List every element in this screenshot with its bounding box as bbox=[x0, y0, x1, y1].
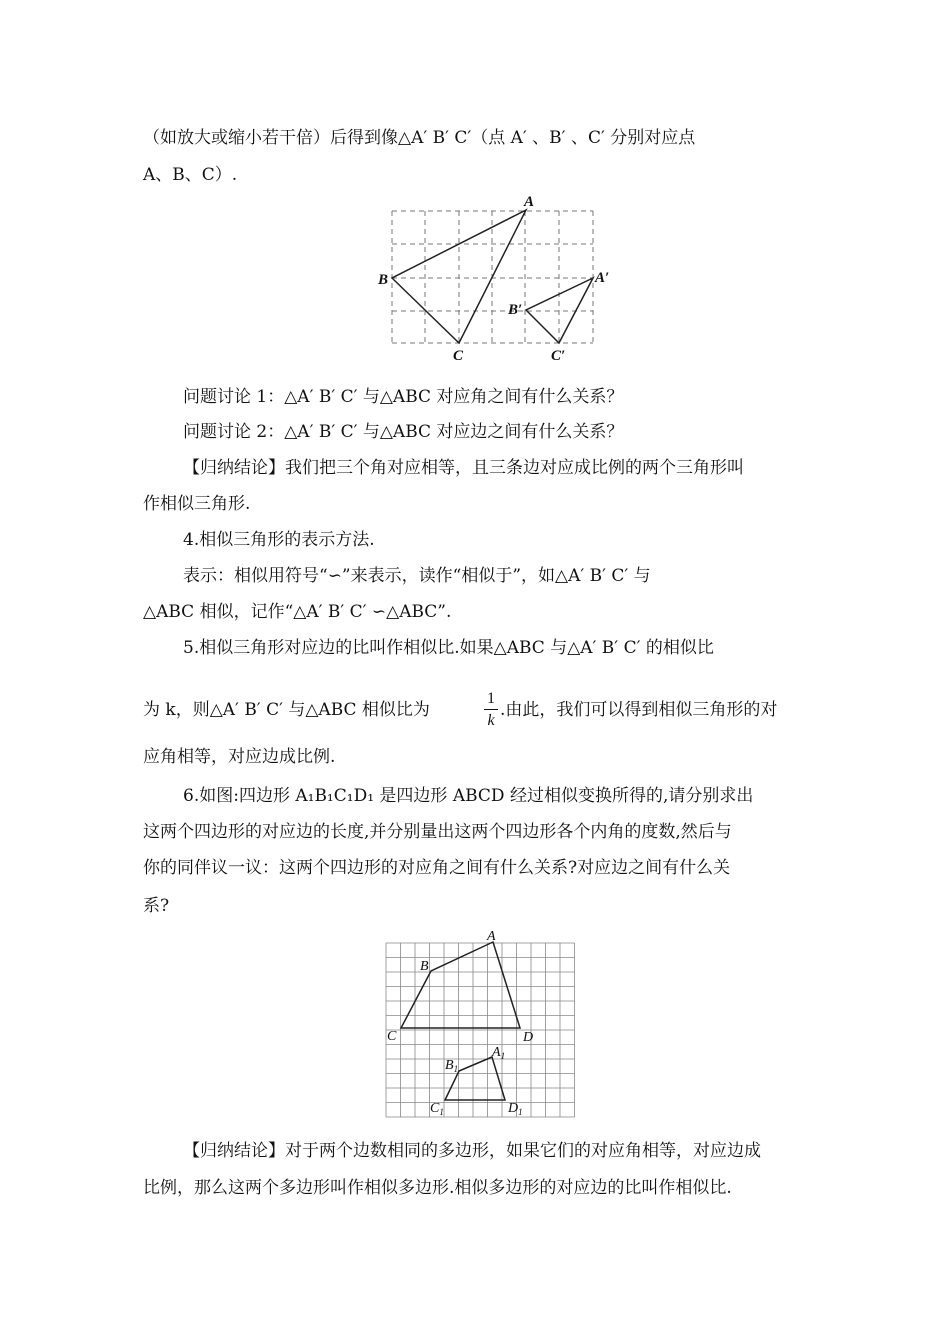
paragraph-line: 问题讨论 2：△A′ B′ C′ 与△ABC 对应边之间有什么关系？ bbox=[183, 422, 624, 442]
paragraph-line: 比例，那么这两个多边形叫作相似多边形.相似多边形的对应边的比叫作相似比. bbox=[143, 1178, 732, 1198]
label-a-prime: A′ bbox=[595, 270, 610, 286]
paragraph-line: .由此，我们可以得到相似三角形的对 bbox=[500, 700, 778, 720]
label-a: A bbox=[487, 929, 496, 944]
paragraph-line: 6.如图:四边形 A₁B₁C₁D₁ 是四边形 ABCD 经过相似变换所得的,请分别求出 bbox=[183, 786, 754, 806]
label-c: C bbox=[453, 348, 464, 364]
fraction-bar bbox=[484, 709, 498, 710]
paragraph-line: 你的同伴议一议：这两个四边形的对应角之间有什么关系?对应边之间有什么关 bbox=[143, 858, 731, 878]
paragraph-line: 【归纳结论】对于两个边数相同的多边形，如果它们的对应角相等，对应边成 bbox=[183, 1141, 761, 1161]
square-grid bbox=[386, 943, 575, 1117]
paragraph-line: 系? bbox=[143, 896, 170, 916]
paragraph-line: 问题讨论 1：△A′ B′ C′ 与△ABC 对应角之间有什么关系？ bbox=[183, 387, 624, 407]
fraction-numerator: 1 bbox=[487, 690, 495, 707]
figure-triangles bbox=[375, 194, 615, 364]
paragraph-line: A、B、C）. bbox=[143, 165, 238, 185]
label-b: B bbox=[378, 272, 389, 288]
label-b-prime: B′ bbox=[508, 302, 523, 318]
paragraph-line: 这两个四边形的对应边的长度,并分别量出这两个四边形各个内角的度数,然后与 bbox=[143, 822, 732, 842]
label-b1: $B_1$ bbox=[445, 1058, 459, 1074]
label-c: C bbox=[387, 1029, 397, 1044]
figure-quadrilaterals bbox=[380, 928, 580, 1120]
label-c1: $C_1$ bbox=[430, 1101, 444, 1117]
paragraph-line: 4.相似三角形的表示方法. bbox=[183, 530, 375, 550]
label-d1: $D_1$ bbox=[508, 1101, 523, 1117]
paragraph-line: △ABC 相似，记作“△A′ B′ C′ ∽△ABC”. bbox=[143, 602, 452, 622]
paragraph-line: 【归纳结论】我们把三个角对应相等，且三条边对应成比例的两个三角形叫 bbox=[183, 458, 744, 478]
label-c-prime: C′ bbox=[551, 348, 566, 364]
fraction-denominator: k bbox=[487, 712, 495, 729]
label-b: B bbox=[420, 959, 429, 974]
paragraph-line: 应角相等，对应边成比例. bbox=[143, 747, 336, 767]
label-d: D bbox=[523, 1030, 534, 1045]
label-a1: $A_1$ bbox=[492, 1045, 506, 1061]
text-segment: 为 k，则△A′ B′ C′ 与△ABC 相似比为 bbox=[143, 700, 430, 720]
label-a: A bbox=[524, 194, 535, 210]
fraction-1-over-k bbox=[484, 690, 498, 730]
paragraph-line: 作相似三角形. bbox=[143, 494, 251, 514]
paragraph-line: 表示：相似用符号“∽”来表示，读作“相似于”，如△A′ B′ C′ 与 bbox=[183, 566, 651, 586]
paragraph-line: （如放大或缩小若干倍）后得到像△A′ B′ C′（点 A′ 、B′ 、C′ 分别对应点 bbox=[143, 128, 696, 148]
paragraph-line: 5.相似三角形对应边的比叫作相似比.如果△ABC 与△A′ B′ C′ 的相似比 bbox=[183, 638, 714, 658]
